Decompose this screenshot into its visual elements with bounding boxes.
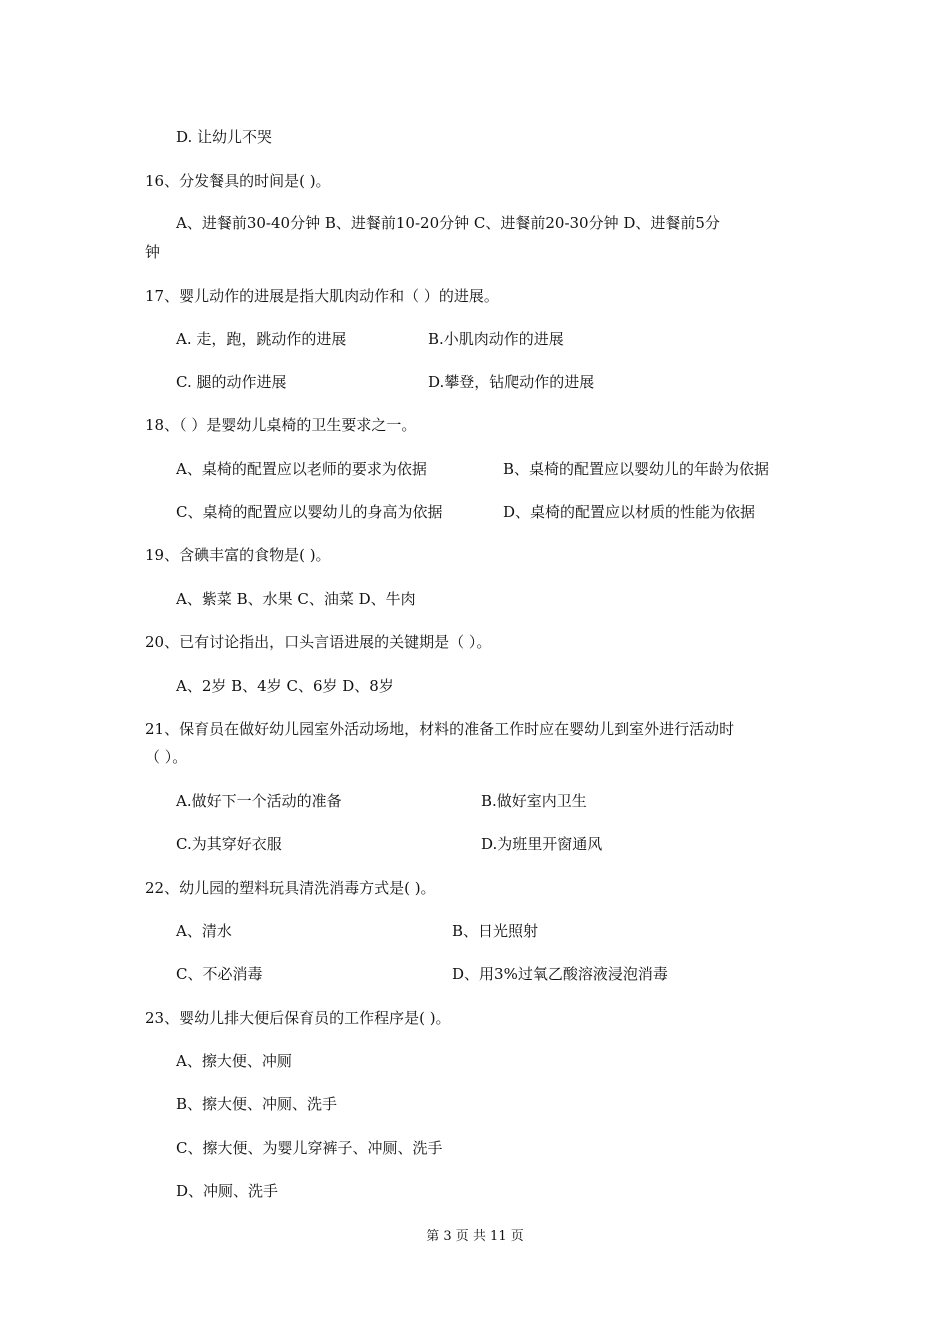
question-18: 18、（ ）是婴幼儿桌椅的卫生要求之一。 — [145, 416, 417, 434]
question-16: 16、分发餐具的时间是( )。 — [145, 172, 331, 190]
q23-option-a: A、擦大便、冲厕 — [176, 1052, 292, 1070]
question-23: 23、婴幼儿排大便后保育员的工作程序是( )。 — [145, 1009, 451, 1027]
question-21: 21、保育员在做好幼儿园室外活动场地，材料的准备工作时应在婴幼儿到室外进行活动时 — [145, 720, 735, 738]
page-footer — [0, 1228, 950, 1246]
q16-options: A、进餐前30-40分钟 B、进餐前10-20分钟 C、进餐前20-30分钟 D、进餐前5分 — [176, 214, 720, 232]
q17-option-c: C. 腿的动作进展 — [176, 373, 287, 391]
q22-option-b: B、日光照射 — [452, 922, 539, 940]
q18-option-a: A、桌椅的配置应以老师的要求为依据 — [176, 460, 427, 478]
question-19: 19、含碘丰富的食物是( )。 — [145, 546, 331, 564]
q22-option-a: A、清水 — [176, 922, 232, 940]
q18-option-d: D、桌椅的配置应以材质的性能为依据 — [503, 503, 756, 521]
q23-option-b: B、擦大便、冲厕、洗手 — [176, 1095, 338, 1113]
q23-option-d: D、冲厕、洗手 — [176, 1182, 279, 1200]
q20-options: A、2岁 B、4岁 C、6岁 D、8岁 — [176, 677, 394, 695]
q16-options-continued: 钟 — [145, 243, 161, 261]
question-20: 20、已有讨论指出，口头言语进展的关键期是（ ）。 — [145, 633, 492, 651]
q23-option-c: C、擦大便、为婴儿穿裤子、冲厕、洗手 — [176, 1139, 443, 1157]
q22-option-c: C、不必消毒 — [176, 965, 263, 983]
page-number: 第 3 页 共 11 页 — [426, 1229, 524, 1244]
q19-options: A、紫菜 B、水果 C、油菜 D、牛肉 — [176, 590, 416, 608]
q17-option-d: D.攀登，钻爬动作的进展 — [428, 373, 595, 391]
q17-option-b: B.小肌肉动作的进展 — [428, 330, 564, 348]
question-22: 22、幼儿园的塑料玩具清洗消毒方式是( )。 — [145, 879, 436, 897]
q21-option-d: D.为班里开窗通风 — [481, 835, 603, 853]
q22-option-d: D、用3%过氧乙酸溶液浸泡消毒 — [452, 965, 668, 983]
q21-option-b: B.做好室内卫生 — [481, 792, 587, 810]
q21-option-a: A.做好下一个活动的准备 — [176, 792, 342, 810]
q15-option-d: D. 让幼儿不哭 — [176, 128, 273, 146]
q21-option-c: C.为其穿好衣服 — [176, 835, 282, 853]
question-17: 17、婴儿动作的进展是指大肌肉动作和（ ）的进展。 — [145, 287, 499, 305]
q18-option-b: B、桌椅的配置应以婴幼儿的年龄为依据 — [503, 460, 770, 478]
q17-option-a: A. 走，跑，跳动作的进展 — [176, 330, 347, 348]
question-21-continued: （ ）。 — [145, 748, 188, 766]
q18-option-c: C、桌椅的配置应以婴幼儿的身高为依据 — [176, 503, 443, 521]
